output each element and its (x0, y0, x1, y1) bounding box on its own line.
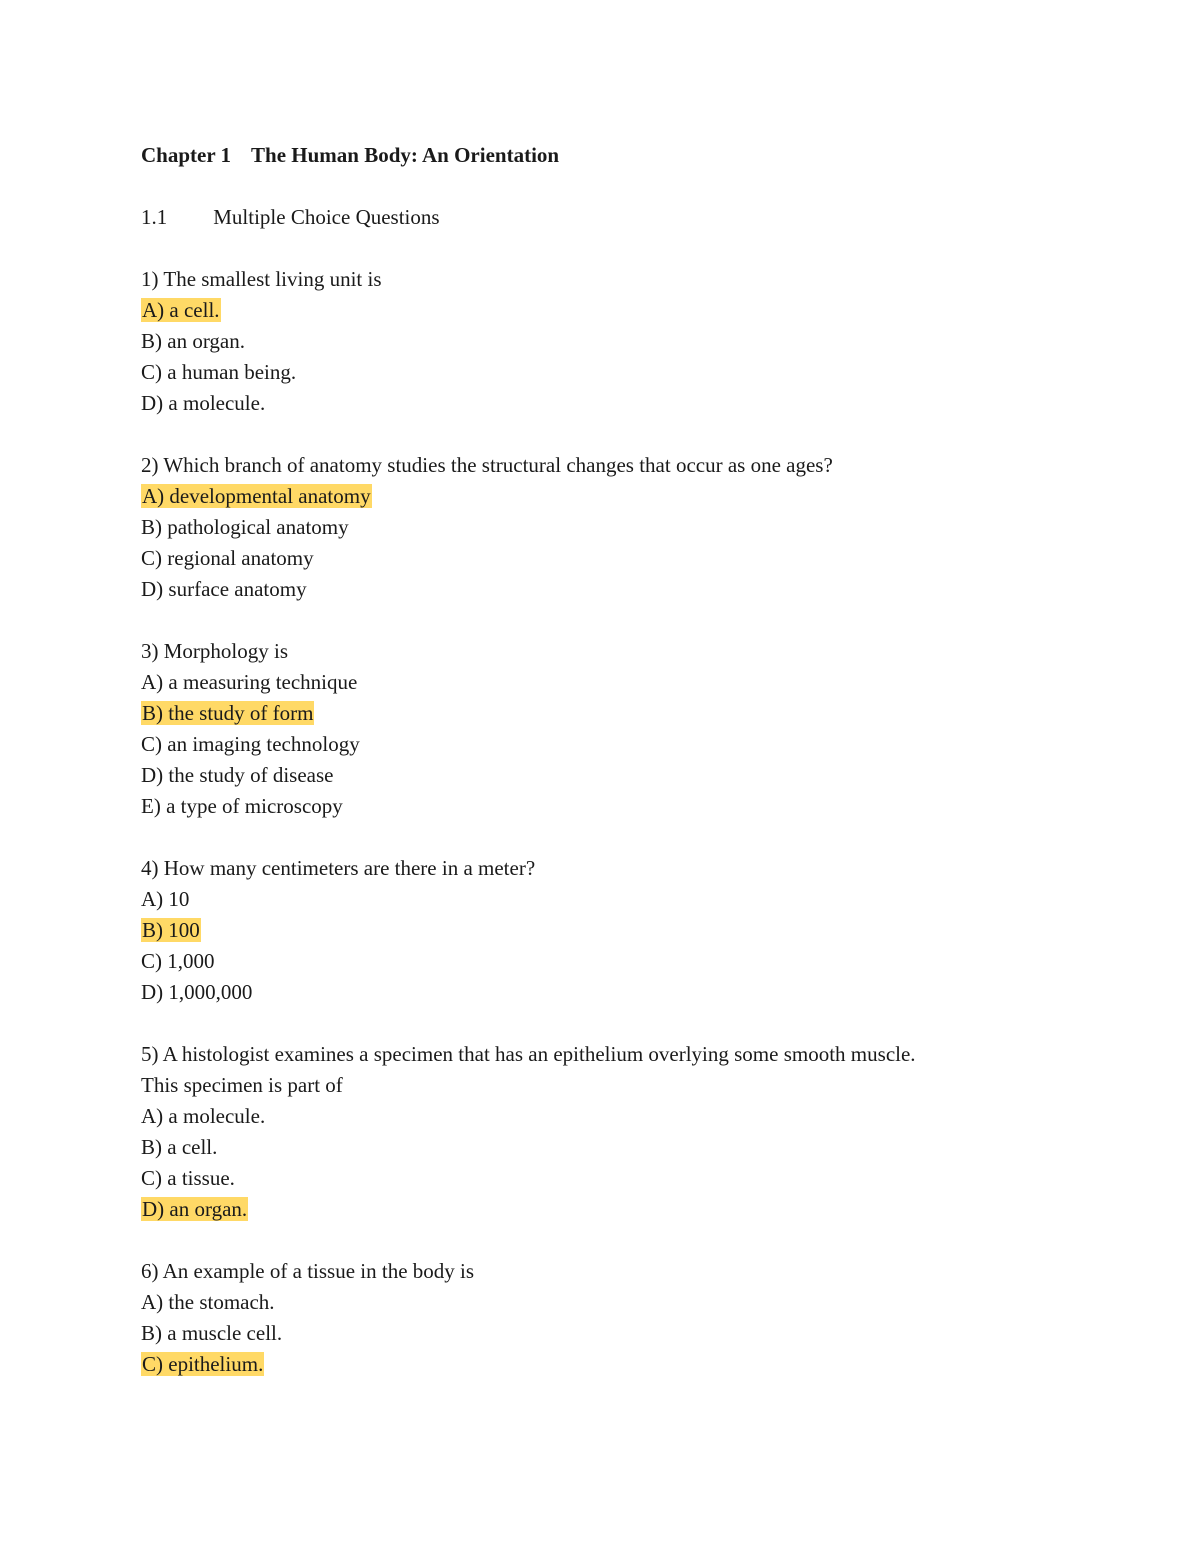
question-block (141, 450, 1101, 605)
question-stem: This specimen is part of (141, 1073, 343, 1097)
answer-option-text: B) a muscle cell. (141, 1321, 283, 1345)
question-stem: 5) A histologist examines a specimen that has an epithelium overlying some smooth muscle. (141, 1042, 916, 1066)
answer-option (141, 946, 1101, 977)
answer-option (141, 1194, 1101, 1225)
answer-option-text: A) the stomach. (141, 1290, 275, 1314)
answer-option (141, 481, 1101, 512)
answer-option-text: C) a tissue. (141, 1166, 235, 1190)
answer-option-text: D) surface anatomy (141, 577, 307, 601)
chapter-heading (141, 140, 1101, 171)
answer-option-text: C) a human being. (141, 360, 297, 384)
answer-option-text: B) pathological anatomy (141, 515, 349, 539)
answer-option (141, 326, 1101, 357)
answer-option (141, 543, 1101, 574)
answer-option (141, 295, 1101, 326)
question-stem: 3) Morphology is (141, 639, 288, 663)
answer-option-text: C) regional anatomy (141, 546, 314, 570)
answer-option-text: B) an organ. (141, 329, 246, 353)
question-block (141, 853, 1101, 1008)
answer-option (141, 760, 1101, 791)
answer-option-text: A) 10 (141, 887, 190, 911)
answer-option-text: D) 1,000,000 (141, 980, 253, 1004)
answer-option (141, 1163, 1101, 1194)
answer-option (141, 1349, 1101, 1380)
answer-option (141, 729, 1101, 760)
answer-option (141, 512, 1101, 543)
question-block (141, 1039, 1101, 1225)
question-stem: 1) The smallest living unit is (141, 267, 382, 291)
question-list (141, 264, 1101, 1380)
section-title: Multiple Choice Questions (213, 205, 440, 229)
answer-option (141, 698, 1101, 729)
section-number: 1.1 (141, 205, 168, 229)
answer-option-text: D) a molecule. (141, 391, 266, 415)
highlighted-answer: A) a cell. (142, 298, 220, 322)
highlighted-answer: B) the study of form (142, 701, 314, 725)
question-stem: 4) How many centimeters are there in a meter? (141, 856, 536, 880)
question-stem: 2) Which branch of anatomy studies the structural changes that occur as one ages? (141, 453, 833, 477)
highlighted-answer: C) epithelium. (142, 1352, 264, 1376)
answer-option (141, 574, 1101, 605)
answer-option (141, 388, 1101, 419)
document-page (141, 140, 1101, 1380)
highlighted-answer: D) an organ. (142, 1197, 248, 1221)
highlighted-answer: A) developmental anatomy (142, 484, 371, 508)
question-block (141, 1256, 1101, 1380)
answer-option (141, 1287, 1101, 1318)
answer-option (141, 915, 1101, 946)
answer-option (141, 667, 1101, 698)
answer-option-text: B) a cell. (141, 1135, 218, 1159)
answer-option (141, 791, 1101, 822)
answer-option-text: A) a measuring technique (141, 670, 358, 694)
question-block (141, 264, 1101, 419)
highlighted-answer: B) 100 (142, 918, 200, 942)
answer-option (141, 1101, 1101, 1132)
answer-option (141, 1318, 1101, 1349)
answer-option (141, 884, 1101, 915)
answer-option-text: D) the study of disease (141, 763, 334, 787)
question-stem: 6) An example of a tissue in the body is (141, 1259, 475, 1283)
answer-option (141, 357, 1101, 388)
question-block (141, 636, 1101, 822)
answer-option-text: A) a molecule. (141, 1104, 266, 1128)
answer-option (141, 977, 1101, 1008)
section-heading (141, 202, 1101, 233)
answer-option-text: C) an imaging technology (141, 732, 360, 756)
answer-option-text: E) a type of microscopy (141, 794, 343, 818)
chapter-number: Chapter 1 (141, 143, 232, 167)
chapter-title: The Human Body: An Orientation (251, 143, 560, 167)
answer-option (141, 1132, 1101, 1163)
answer-option-text: C) 1,000 (141, 949, 215, 973)
